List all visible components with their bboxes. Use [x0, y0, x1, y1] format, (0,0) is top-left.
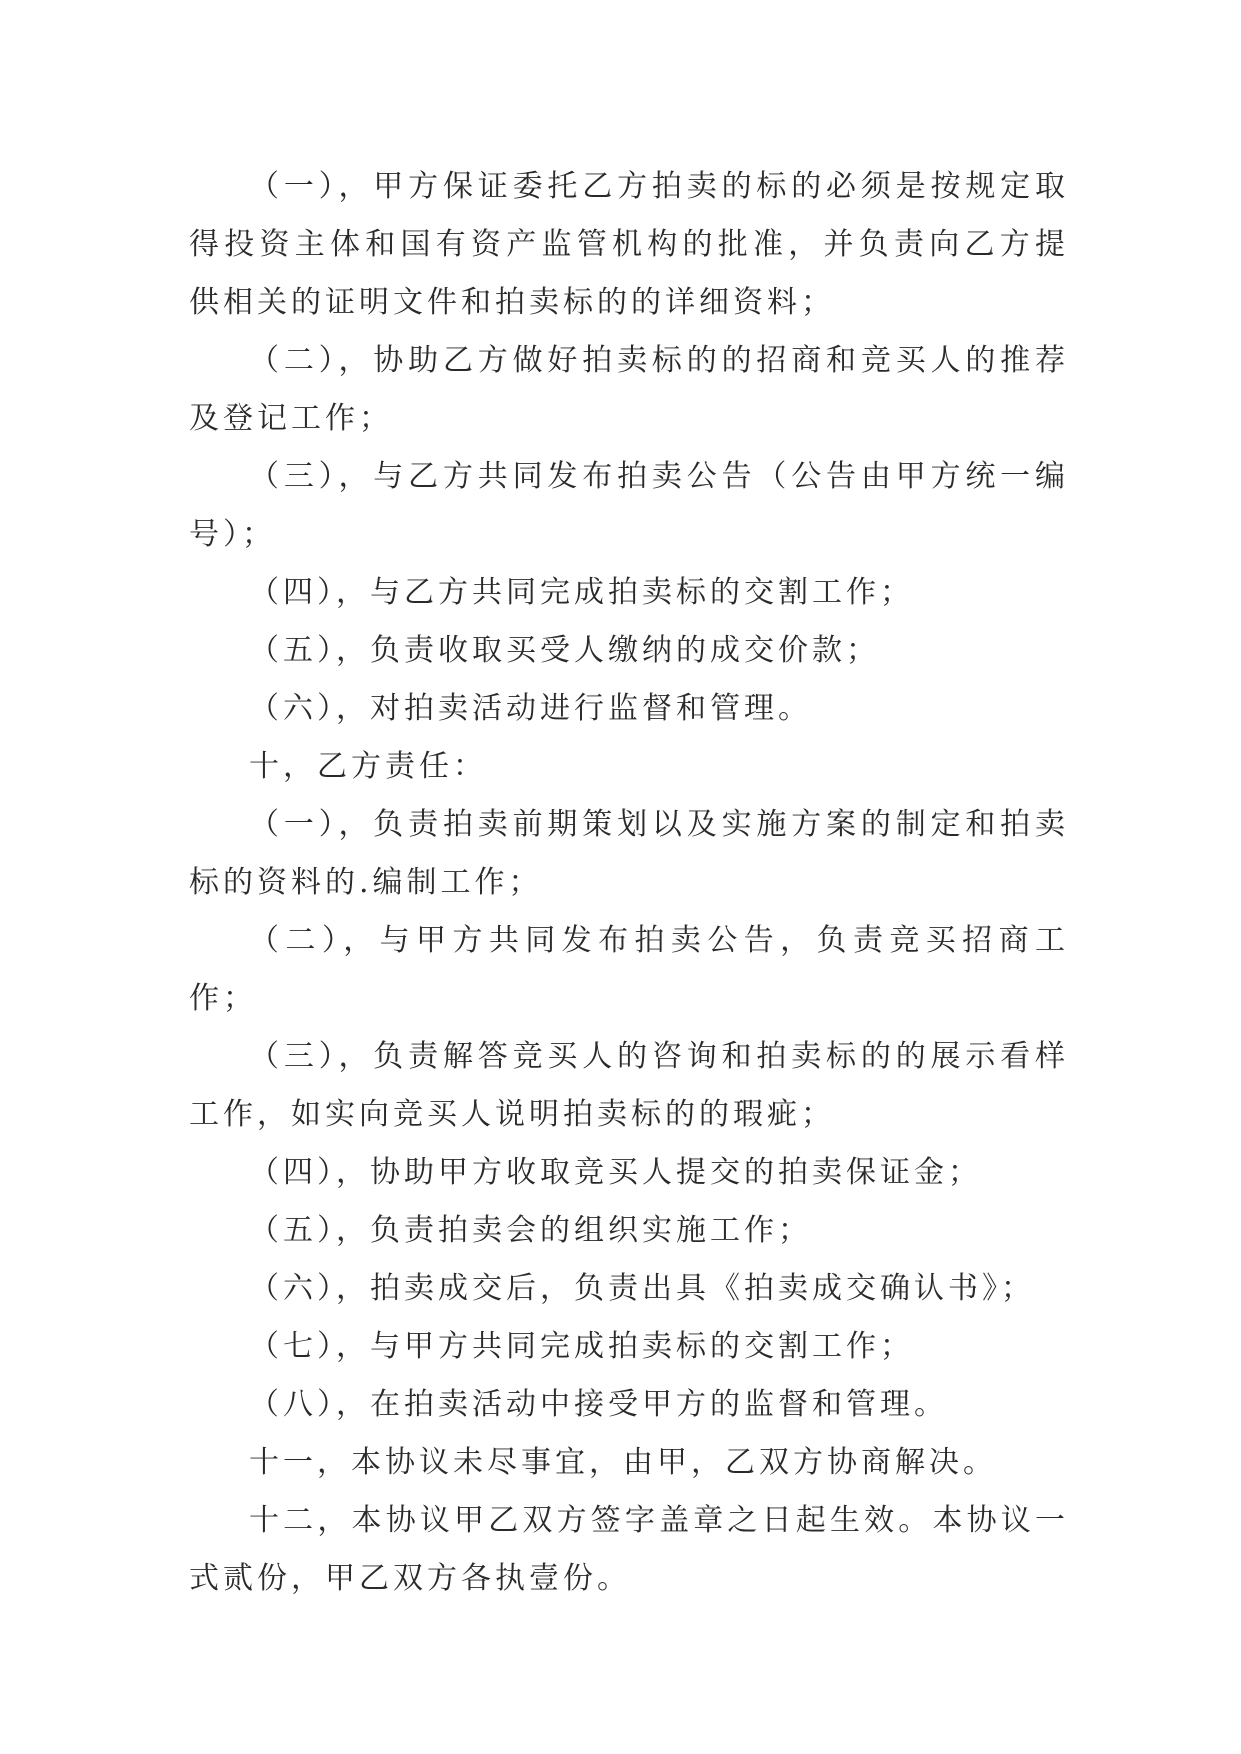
paragraph-yi-duty-1: （一），负责拍卖前期策划以及实施方案的制定和拍卖标的资料的.编制工作；: [189, 807, 1069, 900]
paragraph-yi-duty-4: （四），协助甲方收取竞买人提交的拍卖保证金；: [249, 1155, 982, 1190]
paragraph-yi-duty-6: （六），拍卖成交后，负责出具《拍卖成交确认书》；: [249, 1271, 1035, 1306]
paragraph-clause-12: 十二，本协议甲乙双方签字盖章之日起生效。本协议一式贰份，甲乙双方各执壹份。: [189, 1503, 1069, 1596]
paragraph-yi-duty-8: （八），在拍卖活动中接受甲方的监督和管理。: [249, 1387, 948, 1422]
paragraph-jia-duty-6: （六），对拍卖活动进行监督和管理。: [249, 691, 812, 726]
paragraph-jia-duty-5: （五），负责收取买受人缴纳的成交价款；: [249, 633, 880, 668]
paragraph-yi-duty-3: （三），负责解答竞买人的咨询和拍卖标的的展示看样工作，如实向竞买人说明拍卖标的的瑕疵；: [189, 1039, 1069, 1132]
paragraph-yi-duty-5: （五），负责拍卖会的组织实施工作；: [249, 1213, 812, 1248]
paragraph-jia-duty-4: （四），与乙方共同完成拍卖标的交割工作；: [249, 575, 914, 610]
paragraph-clause-11: 十一，本协议未尽事宜，由甲，乙双方协商解决。: [249, 1445, 997, 1480]
paragraph-jia-duty-1: （一），甲方保证委托乙方拍卖的标的必须是按规定取得投资主体和国有资产监管机构的批准，并负责向乙方提供相关的证明文件和拍卖标的的详细资料；: [189, 169, 1069, 320]
paragraph-yi-duty-2: （二），与甲方共同发布拍卖公告，负责竞买招商工作；: [189, 923, 1069, 1016]
section-heading-yi-responsibility: 十，乙方责任：: [249, 749, 487, 784]
paragraph-jia-duty-3: （三），与乙方共同发布拍卖公告（公告由甲方统一编号）；: [189, 459, 1069, 552]
paragraph-jia-duty-2: （二），协助乙方做好拍卖标的的招商和竞买人的推荐及登记工作；: [189, 343, 1069, 436]
paragraph-yi-duty-7: （七），与甲方共同完成拍卖标的交割工作；: [249, 1329, 914, 1364]
document-body: [189, 158, 1069, 1608]
